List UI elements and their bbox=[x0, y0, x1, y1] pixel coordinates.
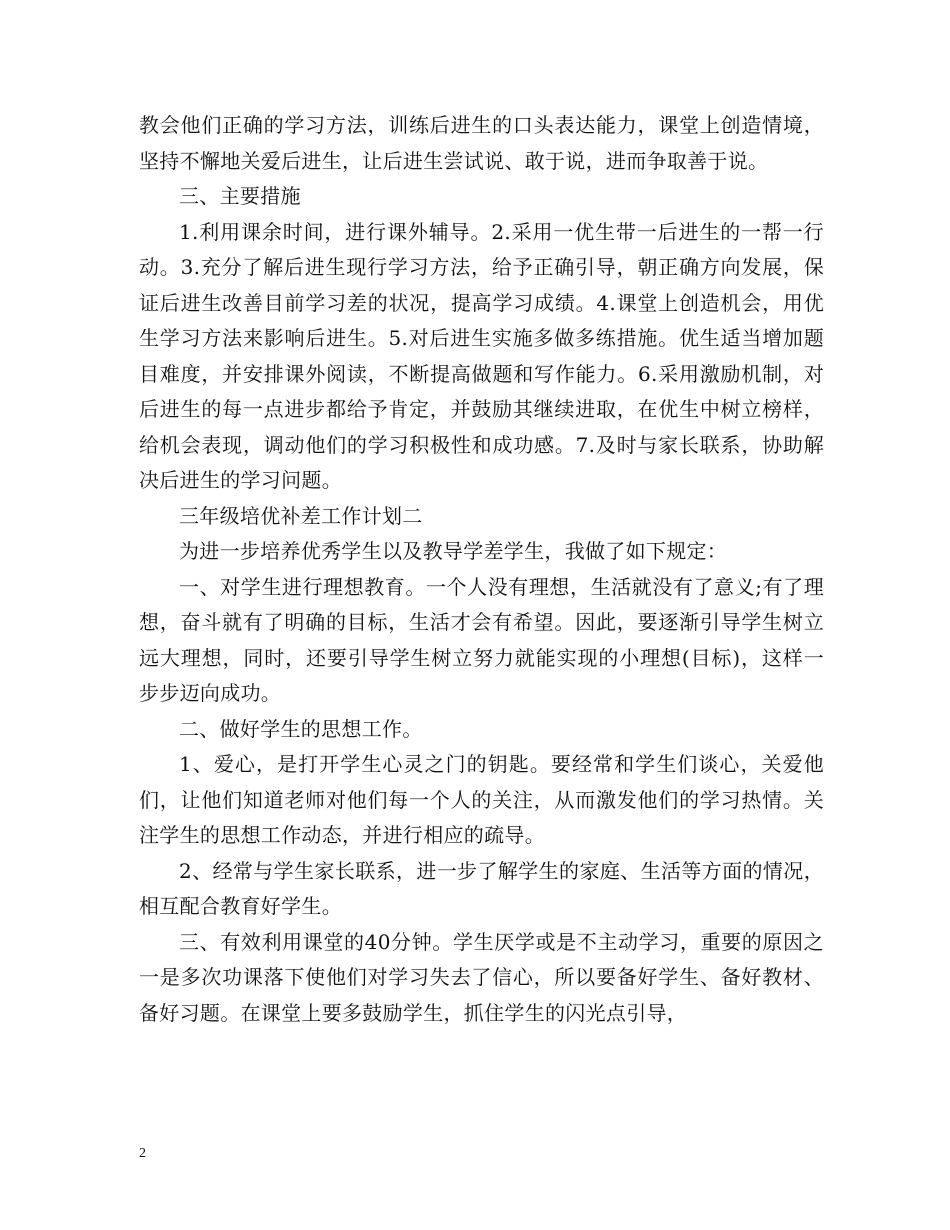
document-body bbox=[139, 108, 824, 1031]
section-heading-main-measures: 三、主要措施 bbox=[179, 184, 301, 208]
paragraph-love: 1、爱心，是打开学生心灵之门的钥匙。要经常和学生们谈心，关爱他们，让他们知道老师对他们每一个人的关注，从而激发他们的学习热情。关注学生的思想工作动态，并进行相应的疏导。 bbox=[139, 752, 824, 847]
paragraph-classroom-40-minutes: 三、有效利用课堂的40分钟。学生厌学或是不主动学习，重要的原因之一是多次功课落下使他们对学习失去了信心，所以要备好学生、备好教材、备好习题。在课堂上要多鼓励学生，抓住学生的闪光点引导， bbox=[139, 929, 824, 1025]
paragraph-measures-list: 1.利用课余时间，进行课外辅导。2.采用一优生带一后进生的一帮一行动。3.充分了解后进生现行学习方法，给予正确引导，朝正确方向发展，保证后进生改善目前学习差的状况，提高学习成绩。4.课堂上创造机会，用优生学习方法来影响后进生。5.对后进生实施多做多练措施。优生适当增加题目难度，并安排课外阅读，不断提高做题和写作能力。6.采用激励机制，对后进生的每一点进步都给予肯定，并鼓励其继续进取，在优生中树立榜样，给机会表现，调动他们的学习积极性和成功感。7.及时与家长联系，协助解决后进生的学习问题。 bbox=[139, 219, 824, 492]
document-subtitle-plan-two: 三年级培优补差工作计划二 bbox=[179, 503, 423, 528]
paragraph-intro: 为进一步培养优秀学生以及教导学差学生，我做了如下规定： bbox=[179, 539, 728, 563]
page-number: 2 bbox=[139, 1146, 146, 1161]
section-heading-thought-work: 二、做好学生的思想工作。 bbox=[179, 716, 423, 741]
paragraph-ideal-education: 一、对学生进行理想教育。一个人没有理想，生活就没有了意义;有了理想，奋斗就有了明确的目标，生活才会有希望。因此，要逐渐引导学生树立远大理想，同时，还要引导学生树立努力就能实现的小理想(目标)，这样一步步迈向成功。 bbox=[139, 574, 824, 705]
paragraph-parent-contact: 2、经常与学生家长联系，进一步了解学生的家庭、生活等方面的情况，相互配合教育好学生。 bbox=[139, 858, 824, 918]
paragraph-continuation: 教会他们正确的学习方法，训练后进生的口头表达能力，课堂上创造情境，坚持不懈地关爱后进生，让后进生尝试说、敢于说，进而争取善于说。 bbox=[139, 113, 824, 173]
